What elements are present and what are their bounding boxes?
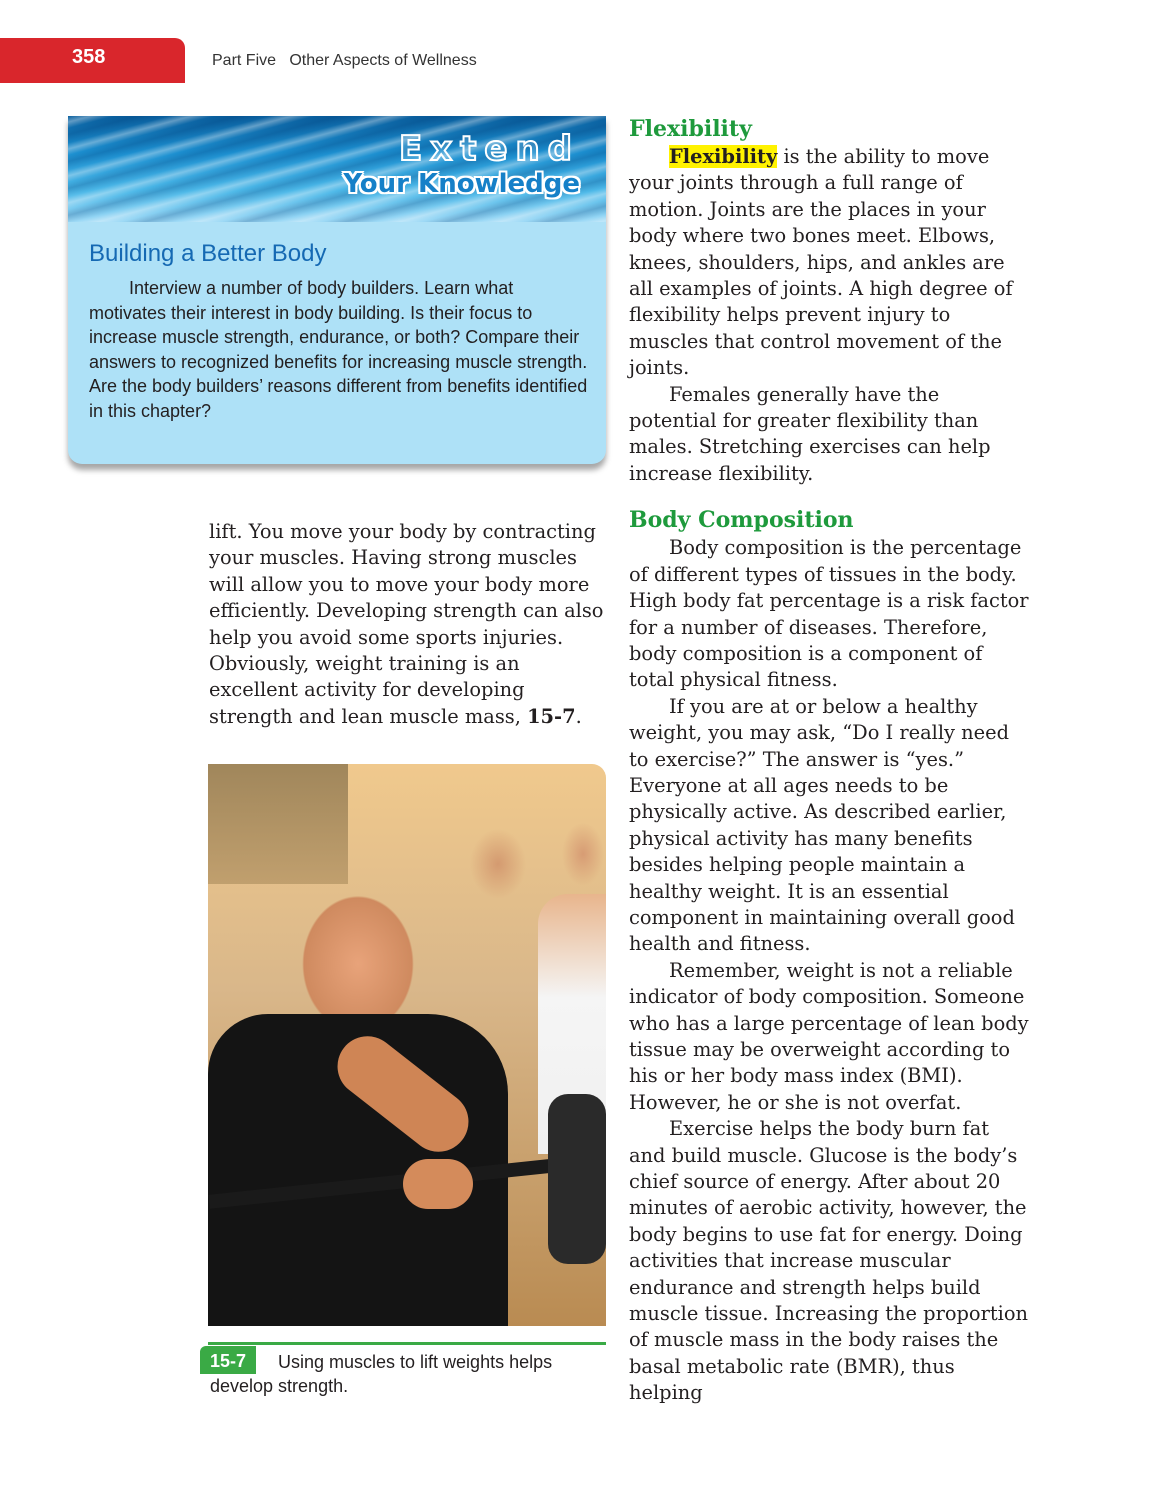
extend-banner <box>68 116 606 222</box>
left-paragraph-text: lift. You move your body by contracting your muscles. Having strong muscles will allow you to move your body more efficiently. Developing strength can also help you avoid some sports injuries. Obviously, weight training is an excellent activity for developing strength and lean muscle mass, <box>209 520 604 728</box>
extend-title <box>343 130 580 200</box>
figure-reference: 15-7 <box>527 704 576 728</box>
extend-box-heading: Building a Better Body <box>89 240 327 267</box>
left-paragraph-end: . <box>575 704 582 728</box>
extend-title-line2: Your Knowledge <box>343 169 580 199</box>
flexibility-paragraph-2: Females generally have the potential for greater flexibility than males. Stretching exercises can help increase flexibility. <box>629 382 991 485</box>
page-number: 358 <box>72 46 106 68</box>
body-composition-paragraph-2: If you are at or below a healthy weight, you may ask, “Do I really need to exercise?” The answer is “yes.” Everyone at all ages needs to be physically active. As described earlier, physical activity has many benefits besides helping people maintain a healthy weight. It is an essential component in maintaining overall good health and fitness. <box>629 694 1015 956</box>
body-composition-paragraph-4: Exercise helps the body burn fat and build muscle. Glucose is the body’s chief source of energy. After about 20 minutes of aerobic activity, however, the body begins to use fat for energy. Doing activities that increase muscular endurance and strength helps build muscle tissue. Increasing the proportion of muscle mass in the body raises the basal metabolic rate (BMR), thus helping <box>629 1117 1029 1405</box>
caption-rule <box>208 1342 606 1345</box>
extend-knowledge-box <box>68 116 606 464</box>
figure-photo <box>208 764 606 1326</box>
body-composition-paragraph-1: Body composition is the percentage of different types of tissues in the body. High body fat percentage is a risk factor for a number of diseases. Therefore, body composition is a component of total physical fitness. <box>629 536 1029 692</box>
body-composition-paragraph-3: Remember, weight is not a reliable indicator of body composition. Someone who has a large percentage of lean body tissue may be overweight according to his or her body mass index (BMI). However, he or she is not overfat. <box>629 958 1029 1114</box>
flexibility-key-term: Flexibility <box>669 145 778 168</box>
left-column-paragraph <box>209 519 609 730</box>
extend-title-line1: Extend <box>398 129 580 169</box>
photo-hand <box>403 1159 473 1209</box>
flexibility-paragraph-1 <box>629 144 1029 382</box>
flexibility-heading: Flexibility <box>629 116 752 142</box>
extend-box-text: Interview a number of body builders. Learn what motivates their interest in body building. Is their focus to increase muscle strength, endurance, or both? Compare their answers to recognized benefits for increasing muscle strength. Are the body builders’ reasons different from benefits identified in this chapter? <box>89 278 588 421</box>
right-column <box>629 114 1029 1407</box>
photo-weight-plate <box>548 1094 606 1264</box>
photo-background-rack <box>208 764 348 884</box>
running-head: Part Five Other Aspects of Wellness <box>212 52 477 69</box>
flexibility-paragraph-1-text: is the ability to move your joints through a full range of motion. Joints are the places in your body where two bones meet. Elbows, knees, shoulders, hips, and ankles are all examples of joints. A high degree of flexibility helps prevent injury to muscles that control movement of the joints. <box>629 145 1013 380</box>
body-composition-heading: Body Composition <box>629 507 854 534</box>
figure-caption: Using muscles to lift weights helps develop strength. <box>210 1352 553 1396</box>
figure-number-badge: 15-7 <box>200 1346 256 1374</box>
